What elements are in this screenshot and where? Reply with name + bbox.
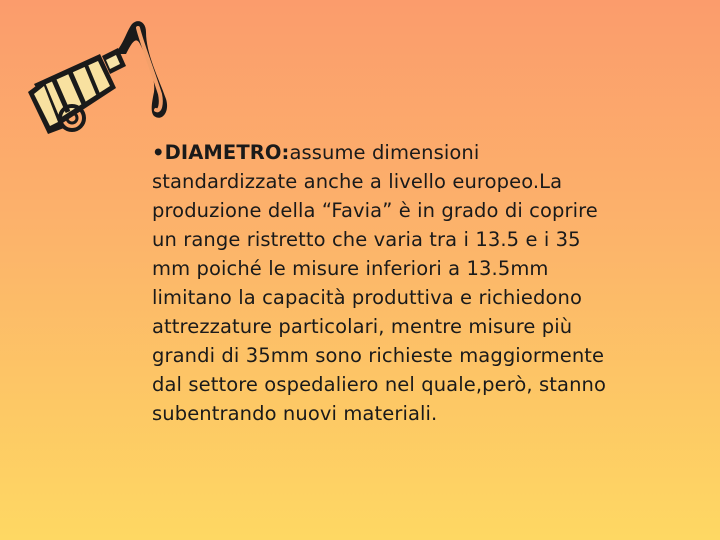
keyword-diametro: DIAMETRO [164,141,282,164]
keyword-separator: : [281,141,290,164]
body-paragraph [152,138,622,428]
bullet-marker: • [152,141,165,164]
paint-tube-icon [14,14,189,134]
body-text: assume dimensioni standardizzate anche a livello europeo.La produzione della “Favia” è in grado di coprire un range ristretto che varia tra i 13.5 e i 35 mm poiché le misure inferiori a 13.5mm limitano la capacità produttiva e richiedono attrezzature particolari, mentre misure più grandi di 35mm sono richieste maggiormente dal settore ospedaliero nel quale,però, stanno subentrando nuovi materiali. [152,141,607,425]
